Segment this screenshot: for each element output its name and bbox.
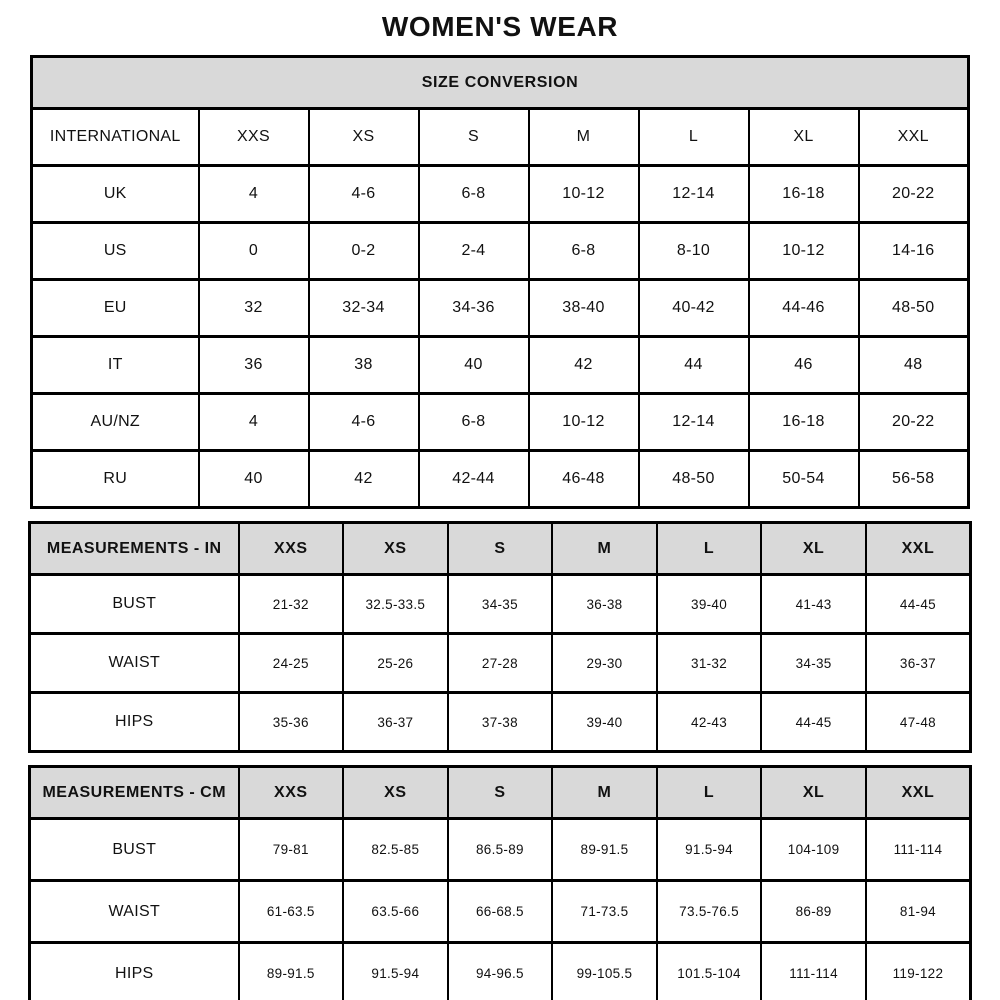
size-header-xxs: XXS (239, 767, 344, 819)
size-header-xs: XS (343, 767, 448, 819)
size-conversion-title: SIZE CONVERSION (32, 57, 969, 109)
measurement-value-cell: 89-91.5 (239, 943, 344, 1000)
row-label-waist: WAIST (30, 881, 239, 943)
size-value-cell: 8-10 (639, 223, 749, 280)
size-value-cell: 38-40 (529, 280, 639, 337)
column-header-s: S (419, 109, 529, 166)
measurement-value-cell: 91.5-94 (343, 943, 448, 1000)
size-value-cell: 48-50 (639, 451, 749, 508)
measurement-value-cell: 119-122 (866, 943, 971, 1000)
column-header-m: M (529, 109, 639, 166)
size-header-m: M (552, 767, 657, 819)
size-value-cell: 42 (309, 451, 419, 508)
size-value-cell: 4-6 (309, 394, 419, 451)
table-row-waist-in (30, 634, 971, 693)
measurements-in-table (28, 521, 972, 753)
measurement-value-cell: 31-32 (657, 634, 762, 693)
size-header-xs: XS (343, 523, 448, 575)
measurement-value-cell: 86.5-89 (448, 819, 553, 881)
size-value-cell: 44-46 (749, 280, 859, 337)
measurement-value-cell: 37-38 (448, 693, 553, 752)
size-value-cell: 6-8 (529, 223, 639, 280)
measurement-value-cell: 44-45 (761, 693, 866, 752)
size-header-xxl: XXL (866, 523, 971, 575)
size-value-cell: 6-8 (419, 394, 529, 451)
size-value-cell: 32 (199, 280, 309, 337)
measurement-value-cell: 42-43 (657, 693, 762, 752)
measurement-value-cell: 25-26 (343, 634, 448, 693)
column-header-xxs: XXS (199, 109, 309, 166)
measurement-value-cell: 81-94 (866, 881, 971, 943)
row-label-bust: BUST (30, 575, 239, 634)
size-conversion-header-row (32, 57, 969, 109)
size-value-cell: 12-14 (639, 394, 749, 451)
measurement-value-cell: 39-40 (552, 693, 657, 752)
table-row-ru (32, 451, 969, 508)
page-title: WOMEN'S WEAR (381, 11, 619, 42)
table-row-it (32, 337, 969, 394)
size-value-cell: 40-42 (639, 280, 749, 337)
size-header-xxs: XXS (239, 523, 344, 575)
measurement-value-cell: 86-89 (761, 881, 866, 943)
measurement-value-cell: 66-68.5 (448, 881, 553, 943)
size-value-cell: 40 (199, 451, 309, 508)
measurement-value-cell: 101.5-104 (657, 943, 762, 1000)
size-header-l: L (657, 767, 762, 819)
column-header-xxl: XXL (859, 109, 969, 166)
size-header-xl: XL (761, 523, 866, 575)
measurement-value-cell: 91.5-94 (657, 819, 762, 881)
size-value-cell: 6-8 (419, 166, 529, 223)
table-row-us (32, 223, 969, 280)
size-value-cell: 46 (749, 337, 859, 394)
size-value-cell: 34-36 (419, 280, 529, 337)
measurement-value-cell: 27-28 (448, 634, 553, 693)
size-value-cell: 12-14 (639, 166, 749, 223)
measurement-value-cell: 73.5-76.5 (657, 881, 762, 943)
measurements-cm-table (28, 765, 972, 1000)
measurement-value-cell: 36-38 (552, 575, 657, 634)
measurement-value-cell: 111-114 (761, 943, 866, 1000)
row-label-aunz: AU/NZ (32, 394, 199, 451)
row-label-eu: EU (32, 280, 199, 337)
size-value-cell: 48 (859, 337, 969, 394)
measurement-value-cell: 71-73.5 (552, 881, 657, 943)
row-label-hips: HIPS (30, 943, 239, 1000)
size-header-l: L (657, 523, 762, 575)
size-value-cell: 42-44 (419, 451, 529, 508)
row-label-us: US (32, 223, 199, 280)
measurement-value-cell: 61-63.5 (239, 881, 344, 943)
size-value-cell: 10-12 (749, 223, 859, 280)
measurement-value-cell: 47-48 (866, 693, 971, 752)
row-label-ru: RU (32, 451, 199, 508)
size-value-cell: 40 (419, 337, 529, 394)
table-row-waist-cm (30, 881, 971, 943)
measurement-value-cell: 111-114 (866, 819, 971, 881)
table-row-bust-cm (30, 819, 971, 881)
size-header-m: M (552, 523, 657, 575)
measurements-cm-header-row (30, 767, 971, 819)
column-header-l: L (639, 109, 749, 166)
measurement-value-cell: 63.5-66 (343, 881, 448, 943)
row-label-bust: BUST (30, 819, 239, 881)
size-value-cell: 2-4 (419, 223, 529, 280)
size-header-xl: XL (761, 767, 866, 819)
row-label-it: IT (32, 337, 199, 394)
size-value-cell: 14-16 (859, 223, 969, 280)
size-value-cell: 48-50 (859, 280, 969, 337)
measurement-value-cell: 99-105.5 (552, 943, 657, 1000)
column-header-xs: XS (309, 109, 419, 166)
measurement-value-cell: 32.5-33.5 (343, 575, 448, 634)
size-value-cell: 4-6 (309, 166, 419, 223)
row-label-hips: HIPS (30, 693, 239, 752)
measurement-value-cell: 34-35 (448, 575, 553, 634)
size-conversion-table (30, 55, 970, 509)
measurement-value-cell: 41-43 (761, 575, 866, 634)
size-value-cell: 50-54 (749, 451, 859, 508)
table-row-aunz (32, 394, 969, 451)
size-value-cell: 38 (309, 337, 419, 394)
measurements-cm-title: MEASUREMENTS - CM (30, 767, 239, 819)
measurement-value-cell: 36-37 (343, 693, 448, 752)
measurement-value-cell: 79-81 (239, 819, 344, 881)
row-label-uk: UK (32, 166, 199, 223)
column-header-xl: XL (749, 109, 859, 166)
size-value-cell: 44 (639, 337, 749, 394)
measurement-value-cell: 35-36 (239, 693, 344, 752)
measurement-value-cell: 89-91.5 (552, 819, 657, 881)
row-label-waist: WAIST (30, 634, 239, 693)
size-value-cell: 32-34 (309, 280, 419, 337)
measurements-in-title: MEASUREMENTS - IN (30, 523, 239, 575)
measurement-value-cell: 29-30 (552, 634, 657, 693)
size-value-cell: 4 (199, 394, 309, 451)
size-header-s: S (448, 767, 553, 819)
table-row-bust-in (30, 575, 971, 634)
size-value-cell: 42 (529, 337, 639, 394)
size-value-cell: 10-12 (529, 394, 639, 451)
size-value-cell: 0-2 (309, 223, 419, 280)
table-row-hips-in (30, 693, 971, 752)
size-value-cell: 16-18 (749, 394, 859, 451)
measurement-value-cell: 24-25 (239, 634, 344, 693)
size-value-cell: 4 (199, 166, 309, 223)
size-value-cell: 0 (199, 223, 309, 280)
measurement-value-cell: 21-32 (239, 575, 344, 634)
size-value-cell: 10-12 (529, 166, 639, 223)
size-value-cell: 36 (199, 337, 309, 394)
measurement-value-cell: 39-40 (657, 575, 762, 634)
size-header-s: S (448, 523, 553, 575)
size-value-cell: 56-58 (859, 451, 969, 508)
measurement-value-cell: 104-109 (761, 819, 866, 881)
column-header-international: INTERNATIONAL (32, 109, 199, 166)
size-header-xxl: XXL (866, 767, 971, 819)
measurement-value-cell: 36-37 (866, 634, 971, 693)
measurement-value-cell: 94-96.5 (448, 943, 553, 1000)
measurements-in-header-row (30, 523, 971, 575)
column-header-row (32, 109, 969, 166)
size-value-cell: 16-18 (749, 166, 859, 223)
size-value-cell: 20-22 (859, 166, 969, 223)
table-row-eu (32, 280, 969, 337)
size-value-cell: 20-22 (859, 394, 969, 451)
table-row-hips-cm (30, 943, 971, 1000)
table-row-uk (32, 166, 969, 223)
measurement-value-cell: 82.5-85 (343, 819, 448, 881)
size-value-cell: 46-48 (529, 451, 639, 508)
measurement-value-cell: 44-45 (866, 575, 971, 634)
measurement-value-cell: 34-35 (761, 634, 866, 693)
